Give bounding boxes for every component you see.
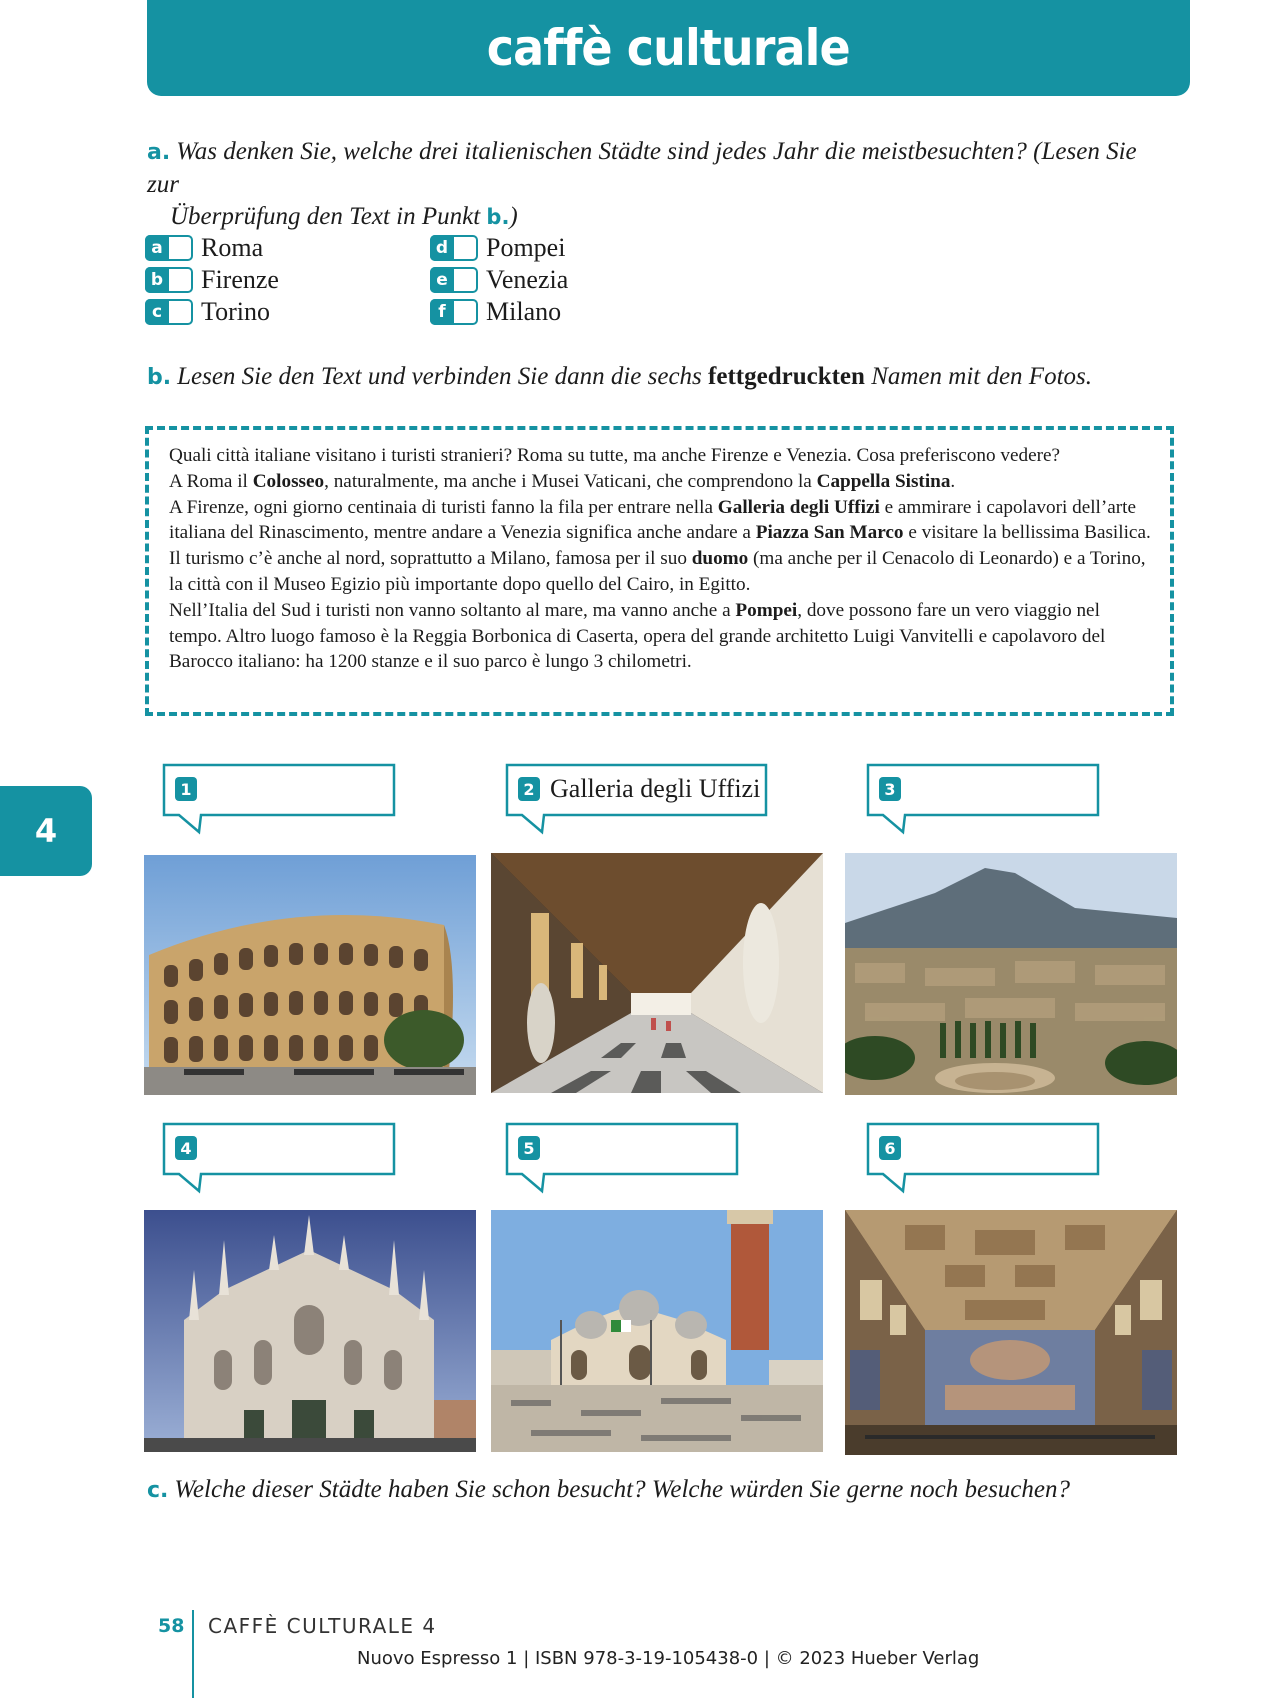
checkbox[interactable] bbox=[430, 235, 478, 261]
option-letter: d bbox=[430, 235, 454, 261]
keyword: Cappella Sistina bbox=[816, 470, 951, 492]
task-b-bold: fettgedruckten bbox=[708, 363, 865, 390]
photo-number-badge: 6 bbox=[879, 1136, 901, 1160]
reading-paragraph bbox=[169, 598, 1156, 675]
reading-paragraph bbox=[169, 546, 1156, 598]
page-title: caffè culturale bbox=[487, 19, 850, 77]
option-letter: c bbox=[145, 299, 169, 325]
footer-section-title: CAFFÈ CULTURALE 4 bbox=[208, 1614, 437, 1638]
reading-paragraph bbox=[169, 495, 1156, 547]
reading-text-box bbox=[145, 426, 1174, 716]
footer-isbn: Nuovo Espresso 1 | ISBN 978-3-19-105438-0 | © 2023 Hueber Verlag bbox=[357, 1648, 980, 1669]
bubble-outline bbox=[867, 1123, 1099, 1195]
task-a-text-line1: Was denken Sie, welche drei italienischen Städte sind jedes Jahr die meistbesuchten? (Lesen Sie zur bbox=[147, 138, 1137, 198]
checkbox[interactable] bbox=[430, 267, 478, 293]
option-label: Torino bbox=[201, 297, 270, 326]
checkbox[interactable] bbox=[145, 299, 193, 325]
chapter-tab: 4 bbox=[0, 786, 92, 876]
keyword: Colosseo bbox=[252, 470, 325, 492]
checkbox[interactable] bbox=[430, 299, 478, 325]
bubble-outline bbox=[163, 764, 395, 836]
answer-bubble-5[interactable] bbox=[506, 1123, 738, 1175]
photo-number-badge: 5 bbox=[518, 1136, 540, 1160]
footer-divider bbox=[192, 1610, 194, 1698]
option-label: Milano bbox=[486, 297, 562, 326]
task-b-label: b. bbox=[147, 365, 172, 390]
answer-bubble-3[interactable] bbox=[867, 764, 1099, 816]
task-c-text: Welche dieser Städte haben Sie schon besucht? Welche würden Sie gerne noch besuchen? bbox=[174, 1476, 1070, 1503]
answer-text[interactable]: Galleria degli Uffizi bbox=[550, 774, 761, 803]
option-letter: a bbox=[145, 235, 169, 261]
page-number: 58 bbox=[158, 1615, 185, 1637]
checkbox[interactable] bbox=[145, 235, 193, 261]
text-run: Nell’Italia del Sud i turisti non vanno soltanto al mare, ma vanno anche a bbox=[169, 599, 736, 621]
task-a bbox=[147, 136, 1147, 233]
reading-paragraph bbox=[169, 469, 1156, 495]
task-b bbox=[147, 361, 1187, 394]
photo-piazza-san-marco bbox=[491, 1210, 823, 1452]
option-a[interactable] bbox=[145, 233, 263, 263]
option-label: Roma bbox=[201, 233, 264, 262]
option-label: Pompei bbox=[486, 233, 566, 262]
photo-milan-duomo bbox=[144, 1210, 476, 1452]
text-run: , naturalmente, ma anche i Musei Vaticani, che comprendono la bbox=[324, 470, 817, 492]
option-d[interactable] bbox=[430, 233, 565, 263]
text-run: e ammirare i capolavori dell’arte italiana del Rinascimento, mentre andare a Venezia significa anche andare a bbox=[169, 496, 1137, 544]
option-letter: e bbox=[430, 267, 454, 293]
answer-bubble-6[interactable] bbox=[867, 1123, 1099, 1175]
photo-number-badge: 1 bbox=[175, 777, 197, 801]
task-a-label: a. bbox=[147, 140, 171, 165]
bubble-outline bbox=[506, 1123, 738, 1195]
answer-bubble-2[interactable] bbox=[506, 764, 761, 816]
checkbox[interactable] bbox=[145, 267, 193, 293]
photo-colosseum bbox=[144, 855, 476, 1095]
task-b-text-end: Namen mit den Fotos. bbox=[864, 363, 1093, 390]
option-label: Venezia bbox=[486, 265, 569, 294]
text-run: A Roma il bbox=[169, 470, 253, 492]
text-run: . bbox=[950, 470, 956, 492]
keyword: duomo bbox=[691, 548, 749, 570]
keyword: Piazza San Marco bbox=[755, 522, 904, 544]
keyword: Pompei bbox=[735, 599, 798, 621]
text-run: A Firenze, ogni giorno centinaia di turisti fanno la fila per entrare nella bbox=[169, 496, 718, 518]
answer-bubble-1[interactable] bbox=[163, 764, 395, 816]
text-run: e visitare la bellissima Basilica. bbox=[903, 522, 1151, 544]
photo-number-badge: 4 bbox=[175, 1136, 197, 1160]
task-c bbox=[147, 1474, 1187, 1507]
option-c[interactable] bbox=[145, 297, 270, 327]
photo-number-badge: 3 bbox=[879, 777, 901, 801]
option-e[interactable] bbox=[430, 265, 568, 295]
bubble-outline bbox=[163, 1123, 395, 1195]
keyword: Galleria degli Uffizi bbox=[717, 496, 880, 518]
bubble-outline bbox=[867, 764, 1099, 836]
option-f[interactable] bbox=[430, 297, 561, 327]
option-letter: b bbox=[145, 267, 169, 293]
text-run: , dove possono fare un vero viaggio nel tempo. Altro luogo famoso è la Reggia Borbonica di Caserta, opera del grande architetto Luigi Vanvitelli e capolavoro del Barocco italiano: ha 1200 stanze e il suo parco è lungo 3 chilometri. bbox=[169, 599, 1106, 673]
task-a-text-line2: Überprüfung den Text in Punkt bbox=[170, 203, 487, 230]
task-a-text-close: ) bbox=[509, 203, 518, 230]
photo-sistine-chapel bbox=[845, 1210, 1177, 1455]
option-letter: f bbox=[430, 299, 454, 325]
task-a-ref: b. bbox=[486, 205, 510, 229]
reading-paragraph: Quali città italiane visitano i turisti stranieri? Roma su tutte, ma anche Firenze e Venezia. Cosa preferiscono vedere? bbox=[169, 445, 1061, 466]
answer-bubble-4[interactable] bbox=[163, 1123, 395, 1175]
text-run: Il turismo c’è anche al nord, soprattutto a Milano, famosa per il suo bbox=[169, 548, 692, 570]
text-run: (ma anche per il Cenacolo di Leonardo) e a Torino, la città con il Museo Egizio più importante dopo quello del Cairo, in Egitto. bbox=[169, 548, 1146, 595]
option-label: Firenze bbox=[201, 265, 279, 294]
option-b[interactable] bbox=[145, 265, 279, 295]
photo-number-badge: 2 bbox=[518, 777, 540, 801]
task-c-label: c. bbox=[147, 1478, 169, 1503]
photo-pompeii bbox=[845, 853, 1177, 1095]
task-b-text: Lesen Sie den Text und verbinden Sie dann die sechs bbox=[177, 363, 709, 390]
page-header-banner bbox=[147, 0, 1190, 96]
photo-uffizi-gallery bbox=[491, 853, 823, 1093]
